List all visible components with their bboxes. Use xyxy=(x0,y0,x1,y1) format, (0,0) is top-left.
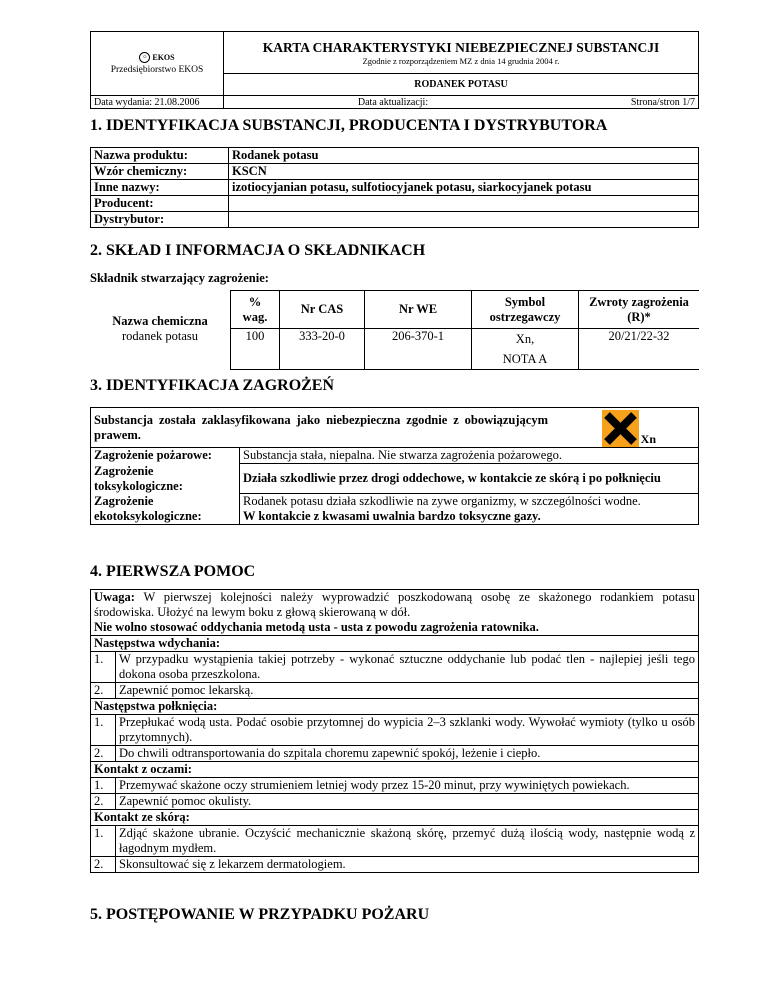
document-title: KARTA CHARAKTERYSTYKI NIEBEZPIECZNEJ SUBSTANCJI xyxy=(262,39,660,55)
step-number: 2. xyxy=(91,857,116,873)
classification-cell xyxy=(91,408,699,448)
tox-label: Zagrożenie toksykologiczne: xyxy=(91,464,240,494)
step-text: W przypadku wystąpienia takiej potrzeby - wykonać sztuczne oddychanie lub podać tlen - najlepiej jeśli tego dokona osoba przeszkolona. xyxy=(116,652,699,683)
section2-title: 2. SKŁAD I INFORMACJA O SKŁADNIKACH xyxy=(90,242,426,259)
step-text: Skonsultować się z lekarzem dermatologiem. xyxy=(116,857,699,873)
page-number: Strona/stron 1/7 xyxy=(562,96,699,109)
ekos-logo: ☼ EKOS xyxy=(139,52,174,63)
first-aid-group-title-row xyxy=(91,762,699,778)
substance-name: RODANEK POTASU xyxy=(224,74,699,96)
hazard-symbol xyxy=(602,410,656,447)
identification-label: Wzór chemiczny: xyxy=(91,164,229,180)
step-text: Zapewnić pomoc okulisty. xyxy=(116,794,699,810)
col-header-symbol: Symbol ostrzegawczy xyxy=(472,291,579,329)
percent-cell: 100 xyxy=(231,329,280,370)
step-text: Zapewnić pomoc lekarską. xyxy=(116,683,699,699)
issue-date: Data wydania: 21.08.2006 xyxy=(91,96,224,109)
col-header-r-phrases: Zwroty zagrożenia (R)* xyxy=(579,291,700,329)
step-number: 2. xyxy=(91,683,116,699)
ecotox-text: Rodanek potasu działa szkodliwie na zywe organizmy, w szczególności wodne. xyxy=(243,494,641,508)
document-header xyxy=(90,31,699,109)
title-cell xyxy=(224,32,699,74)
section5-title: 5. POSTĘPOWANIE W PRZYPADKU POŻARU xyxy=(90,906,430,923)
tox-text: Działa szkodliwie przez drogi oddechowe, w kontakcie ze skórą i po połknięciu xyxy=(240,464,699,494)
col-header-chemical-name: Nazwa chemiczna xyxy=(112,313,208,328)
section4-title: 4. PIERWSZA POMOC xyxy=(90,563,256,580)
section1-title: 1. IDENTYFIKACJA SUBSTANCJI, PRODUCENTA I DYSTRYBUTORA xyxy=(90,117,608,134)
identification-table xyxy=(90,147,699,228)
chemical-name-cell: rodanek potasu xyxy=(121,328,199,343)
identification-row xyxy=(91,196,699,212)
first-aid-step xyxy=(91,652,699,683)
company-cell xyxy=(91,32,224,96)
cas-cell: 333-20-0 xyxy=(280,329,365,370)
component-subtitle: Składnik stwarzający zagrożenie: xyxy=(90,271,269,285)
first-aid-group-title-row xyxy=(91,699,699,715)
ecotox-label: Zagrożenie ekotoksykologiczne: xyxy=(91,494,240,525)
step-number: 1. xyxy=(91,778,116,794)
identification-row xyxy=(91,212,699,228)
step-number: 2. xyxy=(91,794,116,810)
first-aid-step xyxy=(91,778,699,794)
note-text: W pierwszej kolejności należy wyprowadzić poszkodowaną osobę ze skażonego rodankiem potasu środowiska. Ułożyć na lewym boku z głową skierowaną w dół. xyxy=(94,590,695,619)
identification-value xyxy=(229,212,699,228)
first-aid-group-title: Następstwa wdychania: xyxy=(91,636,699,652)
we-cell: 206-370-1 xyxy=(365,329,472,370)
identification-label: Dystrybutor: xyxy=(91,212,229,228)
first-aid-step xyxy=(91,857,699,873)
symbol-cell: Xn, NOTA A xyxy=(472,329,579,370)
first-aid-step xyxy=(91,826,699,857)
first-aid-group-title: Kontakt z oczami: xyxy=(91,762,699,778)
step-text: Do chwili odtransportowania do szpitala choremu zapewnić spokój, leżenie i ciepło. xyxy=(116,746,699,762)
first-aid-group-title: Następstwa połknięcia: xyxy=(91,699,699,715)
identification-row xyxy=(91,148,699,164)
identification-label: Nazwa produktu: xyxy=(91,148,229,164)
classification-text: Substancja została zaklasyfikowana jako niebezpieczna zgodnie z obowiązującym prawem. xyxy=(94,412,548,442)
ecotox-cell xyxy=(240,494,699,525)
col-header-cas: Nr CAS xyxy=(280,291,365,329)
update-date: Data aktualizacji: xyxy=(224,96,563,109)
step-number: 1. xyxy=(91,715,116,746)
step-number: 1. xyxy=(91,826,116,857)
identification-row xyxy=(91,164,699,180)
identification-value: KSCN xyxy=(229,164,699,180)
first-aid-note xyxy=(91,590,699,636)
fire-text: Substancja stała, niepalna. Nie stwarza zagrożenia pożarowego. xyxy=(240,448,699,464)
identification-value: Rodanek potasu xyxy=(229,148,699,164)
harmful-cross-icon xyxy=(602,410,639,447)
hazard-table xyxy=(90,407,699,525)
fire-label: Zagrożenie pożarowe: xyxy=(91,448,240,464)
section3-title: 3. IDENTYFIKACJA ZAGROŻEŃ xyxy=(90,377,335,394)
first-aid-group-title-row xyxy=(91,636,699,652)
step-number: 1. xyxy=(91,652,116,683)
first-aid-step xyxy=(91,794,699,810)
step-text: Przemywać skażone oczy strumieniem letniej wody przez 15-20 minut, przy wywiniętych powiekach. xyxy=(116,778,699,794)
note-label: Uwaga: xyxy=(94,590,135,604)
first-aid-step xyxy=(91,715,699,746)
col-header-percent: % wag. xyxy=(231,291,280,329)
no-mouth-to-mouth-warning: Nie wolno stosować oddychania metodą usta - usta z powodu zagrożenia ratownika. xyxy=(94,620,539,634)
col-header-we: Nr WE xyxy=(365,291,472,329)
step-text: Zdjąć skażone ubranie. Oczyścić mechanicznie skażoną skórę, przemyć dużą ilością wody, następnie wodą z łagodnym mydłem. xyxy=(116,826,699,857)
first-aid-step xyxy=(91,683,699,699)
first-aid-group-title: Kontakt ze skórą: xyxy=(91,810,699,826)
first-aid-step xyxy=(91,746,699,762)
identification-label: Inne nazwy: xyxy=(91,180,229,196)
hazard-symbol-label: Xn xyxy=(640,432,656,446)
composition-table xyxy=(90,290,699,370)
identification-value: izotiocyjanian potasu, sulfotiocyjanek potasu, siarkocyjanek potasu xyxy=(229,180,699,196)
r-phrases-cell: 20/21/22-32 xyxy=(579,329,700,370)
identification-value xyxy=(229,196,699,212)
regulation-note: Zgodnie z rozporządzeniem MZ z dnia 14 grudnia 2004 r. xyxy=(362,55,560,66)
ecotox-warning: W kontakcie z kwasami uwalnia bardzo toksyczne gazy. xyxy=(243,509,541,523)
identification-row xyxy=(91,180,699,196)
logo-icon: ☼ xyxy=(139,52,150,63)
step-text: Przepłukać wodą usta. Podać osobie przytomnej do wypicia 2–3 szklanki wody. Wywołać wymioty (tylko u osób przytomnych). xyxy=(116,715,699,746)
first-aid-table xyxy=(90,589,699,873)
step-number: 2. xyxy=(91,746,116,762)
first-aid-group-title-row xyxy=(91,810,699,826)
company-name: Przedsiębiorstwo EKOS xyxy=(110,65,204,75)
identification-label: Producent: xyxy=(91,196,229,212)
